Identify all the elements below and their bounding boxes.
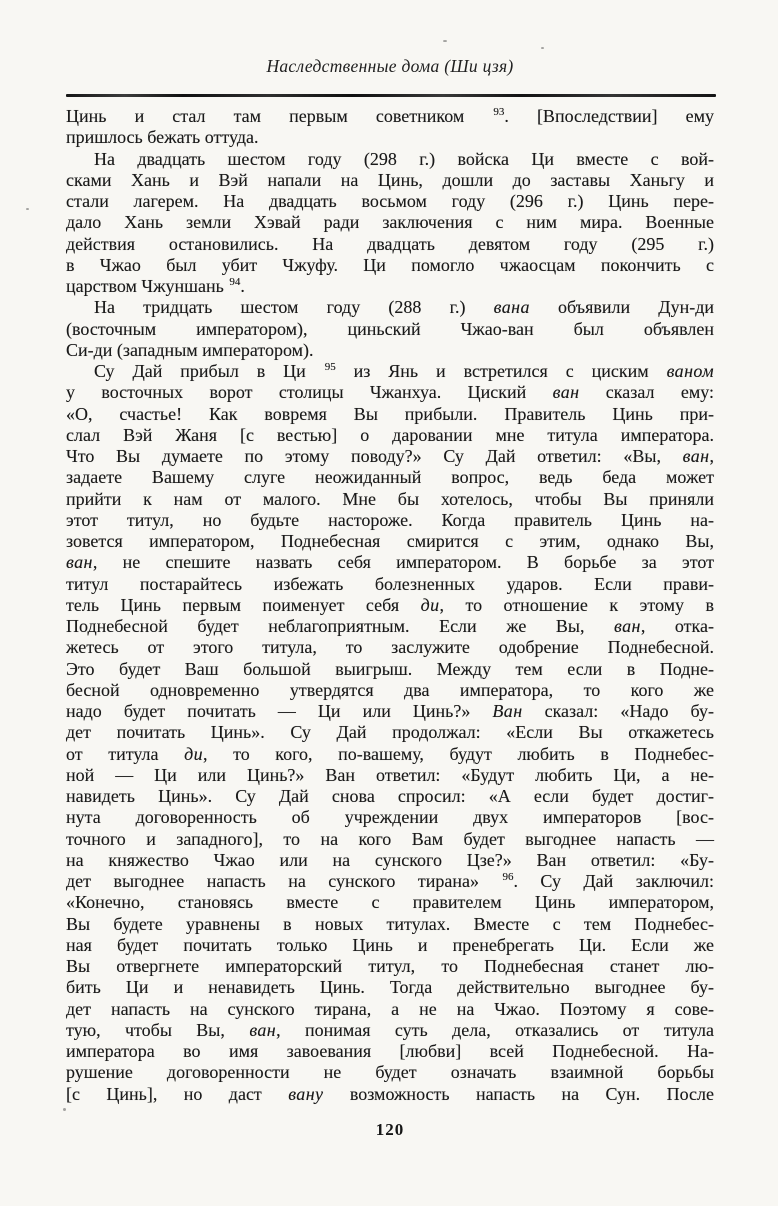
scan-speck: [63, 1108, 66, 1111]
paragraph: [66, 106, 714, 149]
text-line: На тридцать шестом году (288 г.) вана объявили Дун-ди: [94, 297, 714, 318]
text-line: императора во имя завоевания [любви] всей Поднебесной. На-: [66, 1041, 714, 1061]
text-line: дало Хань земли Хэвай ради заключения с ним мира. Военные: [66, 212, 714, 233]
text-line: жетесь от этого титула, то заслужите одобрение Поднебесной.: [66, 637, 714, 658]
text-line: Вы будете уравнены в новых титулах. Вместе с тем Поднебес-: [66, 913, 714, 934]
text-line: этот титул, но будьте настороже. Когда правитель Цинь на-: [66, 509, 714, 530]
text-line: дет выгоднее напасть на сунского тирана» $^{96}$. Су Дай заключил:: [66, 871, 714, 891]
text-line: Что Вы думаете по этому поводу?» Су Дай ответил: «Вы, ван,: [66, 446, 714, 466]
text-line: рушение договоренности не будет означать взаимной борьбы: [66, 1062, 714, 1083]
text-line: [с Цинь], но даст вану возможность напасть на Сун. После: [66, 1083, 714, 1104]
text-line: (восточным императором), циньский Чжао-ван был объявлен: [66, 318, 714, 339]
text-line: тую, чтобы Вы, ван, понимая суть дела, отказались от титула: [66, 1019, 715, 1040]
text-line: навидеть Цинь». Су Дай снова спросил: «А если будет достиг-: [66, 786, 714, 806]
text-line: дет напасть на сунского тирана, а не на Чжао. Поэтому я сове-: [66, 998, 714, 1019]
text-line: царством Чжуншань $^{94}$.: [66, 276, 245, 296]
text-line: зовется императором, Поднебесная смирится с этим, однако Вы,: [66, 531, 714, 551]
text-line: на княжество Чжао или на сунского Цзе?» Ван ответил: «Бу-: [66, 849, 714, 870]
text-line: в Чжао был убит Чжуфу. Ци помогло чжаосцам покончить с: [66, 254, 714, 275]
scan-speck: [26, 208, 29, 210]
text-line: стали лагерем. На двадцать восьмом году (296 г.) Цинь пере-: [66, 191, 714, 211]
text-line: Су Дай прибыл в Ци $^{95}$ из Янь и встретился с циским ваном: [94, 361, 714, 381]
page-number: 120: [375, 1120, 405, 1139]
text-line: пришлось бежать оттуда.: [66, 127, 259, 148]
text-line: ная будет почитать только Цинь и пренебрегать Ци. Если же: [66, 934, 714, 955]
running-head: Наследственные дома (Ши цзя): [266, 56, 514, 76]
text-line: задаете Вашему слуге неожиданный вопрос, ведь беда может: [66, 467, 714, 488]
text-line: надо будет почитать — Ци или Цинь?» Ван сказал: «Надо бу-: [66, 701, 715, 721]
scan-speck: [541, 47, 544, 49]
paragraph: [66, 149, 714, 298]
paragraph: [66, 361, 714, 1105]
text-line: «Конечно, становясь вместе с правителем Цинь императором,: [66, 892, 714, 913]
text-line: ной — Ци или Цинь?» Ван ответил: «Будут любить Ци, а не-: [66, 764, 714, 785]
body-text: [66, 106, 714, 1105]
text-line: действия остановились. На двадцать девятом году (295 г.): [66, 233, 714, 254]
text-line: нута договоренность об учреждении двух императоров [вос-: [66, 807, 714, 828]
text-line: титул постарайтесь избежать болезненных ударов. Если прави-: [66, 573, 714, 594]
text-line: бесной одновременно утвердятся два императора, то кого же: [66, 679, 714, 700]
text-line: точного и западного], то на кого Вам будет выгоднее напасть —: [66, 828, 714, 849]
text-line: слал Вэй Жаня [с вестью] о даровании мне титула императора.: [66, 424, 714, 445]
text-line: Си-ди (западным императором).: [66, 339, 314, 360]
text-line: Это будет Ваш большой выигрыш. Между тем если в Подне-: [66, 658, 714, 679]
text-line: прийти к нам от малого. Мне бы хотелось, чтобы Вы приняли: [66, 488, 714, 509]
text-line: Поднебесной будет неблагоприятным. Если же Вы, ван, отка-: [66, 616, 714, 636]
text-line: На двадцать шестом году (298 г.) войска Ци вместе с вой-: [94, 148, 714, 169]
text-line: дет почитать Цинь». Су Дай продолжал: «Если Вы откажетесь: [66, 722, 714, 743]
text-line: тель Цинь первым поименует себя ди, то отношение к этому в: [66, 594, 714, 615]
text-line: бить Ци и ненавидеть Цинь. Тогда действительно выгоднее бу-: [66, 977, 714, 998]
scan-speck: [443, 40, 447, 42]
paragraph: [66, 297, 714, 361]
text-line: Цинь и стал там первым советником $^{93}$. [Впоследствии] ему: [66, 106, 714, 126]
text-line: «О, счастье! Как вовремя Вы прибыли. Правитель Цинь при-: [66, 403, 714, 424]
text-line: Вы отвергнете императорский титул, то Поднебесная станет лю-: [66, 956, 714, 976]
text-line: сками Хань и Вэй напали на Цинь, дошли до заставы Ханьгу и: [66, 169, 714, 190]
text-line: у восточных ворот столицы Чжанхуа. Циский ван сказал ему:: [66, 382, 714, 403]
text-line: ван, не спешите назвать себя императором. В борьбе за этот: [66, 552, 714, 573]
header-rule: [66, 94, 716, 97]
text-line: от титула ди, то кого, по-вашему, будут любить в Поднебес-: [66, 743, 714, 764]
